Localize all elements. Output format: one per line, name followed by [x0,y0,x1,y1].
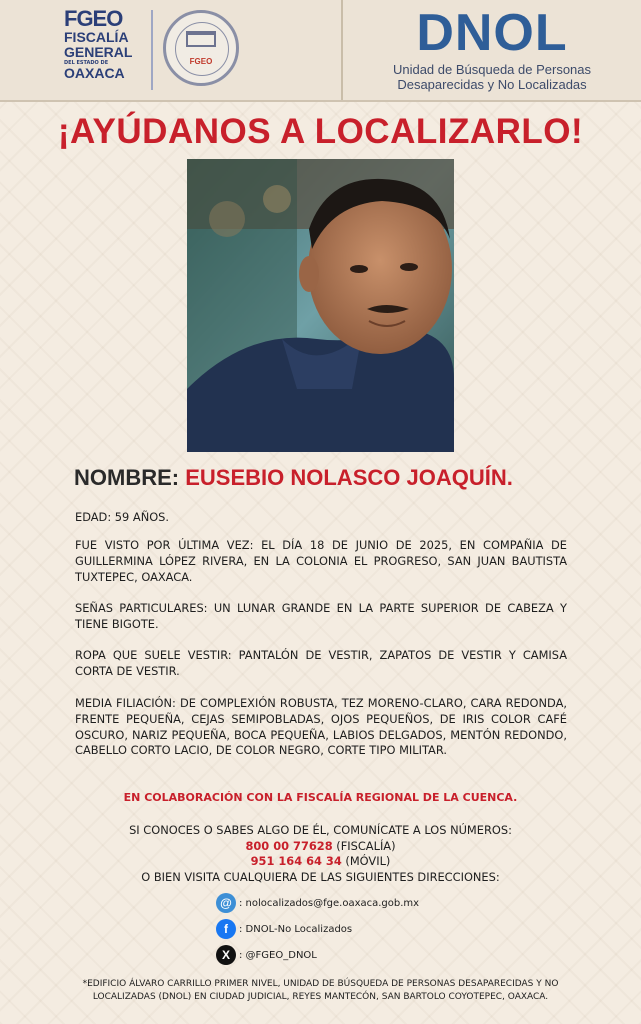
description-text: MEDIA FILIACIÓN: DE COMPLEXIÓN ROBUSTA, TEZ MORENO-CLARO, CARA REDONDA, FRENTE PEQUEÑA, CEJAS SEMIPOBLADAS, OJOS PEQUEÑOS, DE IRIS COLOR CAFÉ OSCURO, NARIZ PEQUEÑA, BOCA PEQUEÑA, LABIOS DELGADOS, MENTÓN REDONDO, CABELLO CORTO LACIO, DE COLOR NEGRO, CORTE TIPO MILITAR. [75,696,567,758]
fgeo-mark: FGEO [64,6,123,31]
fgeo-line3: OAXACA [64,65,125,81]
fgeo-tiny: DEL ESTADO DE [64,60,109,66]
phone-fiscalia-line [0,839,641,855]
dnol-subtitle-line1: Unidad de Búsqueda de Personas [392,62,592,77]
name-value: EUSEBIO NOLASCO JOAQUÍN. [185,465,513,490]
x-row[interactable] [216,944,317,966]
missing-person-photo [187,159,454,452]
headline: ¡AYÚDANOS A LOCALIZARLO! [57,112,584,151]
visit-text: O BIEN VISITA CUALQUIERA DE LAS SIGUIENTES DIRECCIONES: [141,869,500,884]
dnol-title: DNOL [416,4,568,62]
address-footnote: *EDIFICIO ÁLVARO CARRILLO PRIMER NIVEL, UNIDAD DE BÚSQUEDA DE PERSONAS DESAPARECIDAS Y NO LOCALIZADAS (DNOL) EN CIUDAD JUDICIAL, REYES MANTECÓN, SAN BARTOLO COYOTEPEC, OAXACA. [82,979,559,1002]
name-label: NOMBRE: [74,465,180,490]
contact-intro: SI CONOCES O SABES ALGO DE ÉL, COMUNÍCATE A LOS NÚMEROS: [129,823,512,837]
person-name [74,465,594,491]
header [0,0,641,102]
facebook-text[interactable]: : DNOL-No Localizados [239,923,353,935]
phone-fiscalia[interactable]: 800 00 77628 [245,838,333,853]
facebook-icon: f [216,919,236,939]
seal-label: FGEO [189,57,213,66]
fgeo-line1: FISCALÍA [64,29,129,45]
age-text: EDAD: 59 AÑOS. [75,510,170,524]
contact-block [0,823,641,885]
fgeo-seal-icon [163,10,239,86]
dnol-subtitle-line2: Desaparecidas y No Localizadas [397,77,587,92]
phone-mobile-line [0,854,641,870]
email-row[interactable] [216,892,419,914]
collaboration-note: EN COLABORACIÓN CON LA FISCALÍA REGIONAL DE LA CUENCA. [123,791,518,804]
x-text[interactable]: : @FGEO_DNOL [239,949,317,961]
fgeo-logo [64,8,144,81]
facebook-row[interactable] [216,918,352,940]
particular-signs-text: SEÑAS PARTICULARES: UN LUNAR GRANDE EN LA PARTE SUPERIOR DE CABEZA Y TIENE BIGOTE. [75,601,567,631]
logo-divider [151,10,153,90]
fgeo-line2: GENERAL [64,44,133,60]
email-text[interactable]: : nolocalizados@fge.oaxaca.gob.mx [239,897,420,909]
dnol-subtitle [343,62,641,92]
phone-fiscalia-label: (FISCALÍA) [336,838,396,853]
phone-mobile[interactable]: 951 164 64 34 [250,854,342,869]
x-icon: X [216,945,236,965]
email-icon: @ [216,893,236,913]
last-seen-text: FUE VISTO POR ÚLTIMA VEZ: EL DÍA 18 DE JUNIO DE 2025, EN COMPAÑIA DE GUILLERMINA LÓPEZ RIVERA, EN LA COLONIA EL PROGRESO, SAN JUAN BAUTISTA TUXTEPEC, OAXACA. [75,538,567,584]
clothing-text: ROPA QUE SUELE VESTIR: PANTALÓN DE VESTIR, ZAPATOS DE VESTIR Y CAMISA CORTA DE VESTIR. [75,648,567,678]
phone-mobile-label: (MÓVIL) [345,854,391,869]
